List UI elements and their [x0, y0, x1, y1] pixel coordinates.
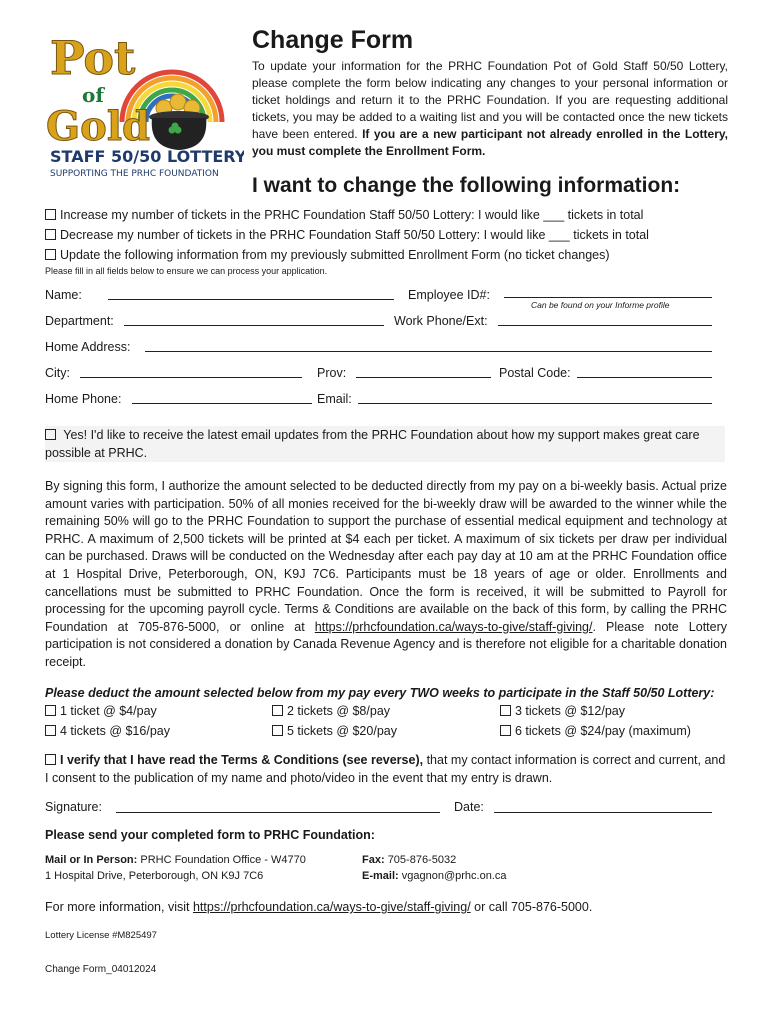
prov-field[interactable] — [356, 377, 491, 378]
authorization-text-end: . Please note Lottery participation is not considered a donation by Canada Revenue Agency and is therefore not eligible for a charitable donation receipt. — [45, 619, 728, 669]
home-address-label: Home Address: — [45, 340, 131, 354]
employee-id-label: Employee ID#: — [408, 288, 490, 302]
work-phone-label: Work Phone/Ext: — [394, 314, 488, 328]
date-label: Date: — [454, 800, 484, 814]
checkbox-ticket-5[interactable] — [272, 725, 283, 736]
email-optin-label: Yes! I'd like to receive the latest email updates from the PRHC Foundation about how my support makes great care possible at PRHC. — [45, 428, 700, 460]
checkbox-update[interactable] — [45, 249, 56, 260]
intro-text: To update your information for the PRHC Foundation Pot of Gold Staff 50/50 Lottery, please complete the form below indicating any changes to your personal information or ticket holdings and return it to the PRHC Foundation. If you are requesting additional tickets, you may be added to a waiting list and you will be contacted once the new tickets have been entered. — [252, 59, 728, 141]
intro-paragraph — [252, 58, 728, 160]
fill-note: Please fill in all fields below to ensure we can process your application. — [45, 266, 328, 276]
checkbox-increase[interactable] — [45, 209, 56, 220]
checkbox-ticket-3[interactable] — [500, 705, 511, 716]
more-info-link[interactable]: https://prhcfoundation.ca/ways-to-give/staff-giving/ — [192, 900, 471, 914]
fax-value: 705-876-5032 — [387, 854, 457, 866]
pot-of-gold-logo — [44, 22, 244, 182]
mail-value: PRHC Foundation Office - W4770 — [140, 854, 306, 866]
postal-label: Postal Code: — [499, 366, 571, 380]
checkbox-decrease[interactable] — [45, 229, 56, 240]
verify-statement[interactable] — [45, 751, 727, 787]
city-field[interactable] — [80, 377, 302, 378]
email-label: Email: — [317, 392, 352, 406]
more-info-before: For more information, visit — [45, 900, 190, 914]
mail-address: 1 Hospital Drive, Peterborough, ON K9J 7C6 — [45, 870, 264, 882]
ticket-option-6[interactable] — [500, 724, 691, 738]
staff-giving-link[interactable]: https://prhcfoundation.ca/ways-to-give/staff-giving/ — [314, 619, 593, 634]
mail-label: Mail or In Person: — [45, 854, 138, 866]
option-increase-label: Increase my number of tickets in the PRHC Foundation Staff 50/50 Lottery: I would like ___ tickets in total — [60, 208, 644, 222]
email-contact-label: E-mail: — [362, 870, 399, 882]
form-id: Change Form_04012024 — [45, 964, 157, 975]
signature-field[interactable] — [116, 812, 440, 813]
postal-field[interactable] — [577, 377, 712, 378]
pot-of-gold-logo-graphic — [44, 22, 244, 182]
ticket-option-4-label: 4 tickets @ $16/pay — [60, 724, 170, 738]
checkbox-ticket-4[interactable] — [45, 725, 56, 736]
name-label: Name: — [45, 288, 82, 302]
ticket-option-1[interactable] — [45, 704, 157, 718]
name-field[interactable] — [108, 299, 394, 300]
ticket-option-5-label: 5 tickets @ $20/pay — [287, 724, 397, 738]
email-optin[interactable] — [45, 426, 725, 462]
option-decrease[interactable] — [45, 228, 649, 242]
checkbox-verify[interactable] — [45, 754, 56, 765]
change-heading: I want to change the following information: — [252, 174, 681, 197]
ticket-option-3-label: 3 tickets @ $12/pay — [515, 704, 625, 718]
city-label: City: — [45, 366, 70, 380]
checkbox-ticket-2[interactable] — [272, 705, 283, 716]
employee-id-field[interactable] — [504, 297, 712, 298]
option-increase[interactable] — [45, 208, 643, 222]
intro-bold-note: If you are a new participant not already enrolled in the Lottery, you must complete the Enrollment Form. — [252, 127, 728, 158]
option-update-label: Update the following information from my previously submitted Enrollment Form (no ticket changes) — [60, 248, 610, 262]
ticket-option-5[interactable] — [272, 724, 397, 738]
mail-contact — [45, 852, 306, 884]
department-label: Department: — [45, 314, 114, 328]
checkbox-email-optin[interactable] — [45, 429, 56, 440]
more-info — [45, 900, 592, 914]
ticket-option-2[interactable] — [272, 704, 390, 718]
work-phone-field[interactable] — [498, 325, 712, 326]
home-phone-label: Home Phone: — [45, 392, 122, 406]
form-title: Change Form — [252, 26, 414, 54]
signature-label: Signature: — [45, 800, 102, 814]
ticket-option-2-label: 2 tickets @ $8/pay — [287, 704, 391, 718]
fax-label: Fax: — [362, 854, 385, 866]
option-decrease-label: Decrease my number of tickets in the PRHC Foundation Staff 50/50 Lottery: I would like ___ tickets in total — [60, 228, 649, 242]
logo-subtitle: STAFF 50/50 LOTTERY — [50, 147, 244, 166]
date-field[interactable] — [494, 812, 712, 813]
ticket-option-1-label: 1 ticket @ $4/pay — [60, 704, 157, 718]
ticket-option-6-label: 6 tickets @ $24/pay (maximum) — [515, 724, 691, 738]
home-phone-field[interactable] — [132, 403, 312, 404]
authorization-text: By signing this form, I authorize the amount selected to be deducted directly from my pay on a bi-weekly basis. Actual prize amount varies with participation. 50% of all monies received for the bi-weekly draw will be awarded to the winner while the remaining 50% will go to the PRHC Foundation to support the purchase of essential medical equipment and technology at PRHC. A maximum of 2,500 tickets will be printed at $4 each per ticket. A maximum of six tickets per draw per individual can be purchased. Draws will be conducted on the Wednesday after each pay day at 10 am at the PRHC Foundation office at 1 Hospital Drive, Peterborough, ON, K9J 7C6. Participants must be 18 years of age or older. Enrollments and cancellations must be submitted to PRHC Foundation. Once the form is received, it will be submitted to Payroll for processing for the upcoming payroll cycle. Terms & Conditions are available on the back of this form, by calling the PRHC Foundation at 705-876-5000, or online at — [45, 479, 727, 634]
ticket-option-3[interactable] — [500, 704, 625, 718]
logo-text-of: of — [82, 83, 104, 107]
employee-id-hint: Can be found on your Informe profile — [531, 300, 670, 310]
home-address-field[interactable] — [145, 351, 712, 352]
email-field[interactable] — [358, 403, 712, 404]
verify-text: that my contact information is correct and current, and I consent to the publication of my name and photo/video in the event that my entry is drawn. — [45, 753, 726, 785]
lottery-license: Lottery License #M825497 — [45, 930, 157, 941]
department-field[interactable] — [124, 325, 384, 326]
checkbox-ticket-6[interactable] — [500, 725, 511, 736]
option-update[interactable] — [45, 248, 610, 262]
send-heading: Please send your completed form to PRHC Foundation: — [45, 828, 375, 842]
email-contact-value: vgagnon@prhc.on.ca — [401, 870, 507, 882]
deduct-heading: Please deduct the amount selected below from my pay every TWO weeks to participate in the Staff 50/50 Lottery: — [45, 686, 715, 700]
checkbox-ticket-1[interactable] — [45, 705, 56, 716]
more-info-after: or call 705-876-5000. — [474, 900, 593, 914]
logo-tagline: SUPPORTING THE PRHC FOUNDATION — [50, 169, 219, 179]
logo-text-pot: Pot — [50, 31, 136, 85]
fax-email-contact — [362, 852, 507, 884]
verify-bold: I verify that I have read the Terms & Conditions (see reverse), — [60, 753, 424, 767]
ticket-option-4[interactable] — [45, 724, 170, 738]
authorization-paragraph — [45, 478, 727, 672]
prov-label: Prov: — [317, 366, 347, 380]
logo-text-gold: Gold — [46, 103, 151, 150]
